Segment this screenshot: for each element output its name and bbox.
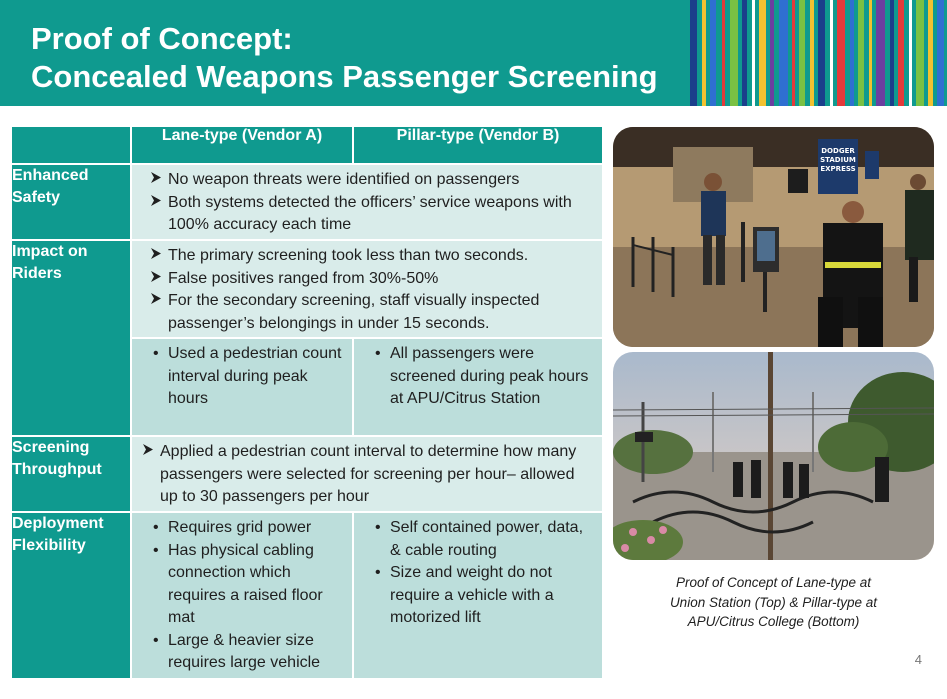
header-corner [11,126,131,164]
table-header-row [11,126,603,164]
caption-line-1: Proof of Concept of Lane-type at [675,575,872,590]
header-vendor-b: Pillar-type (Vendor B) [353,126,603,164]
impact-item-3: For the secondary screening, staff visually inspected passenger’s belongings in under 15 seconds. [168,292,540,332]
impact-vendor-b-list [362,343,594,411]
row-label-line: Impact on [12,243,88,260]
slide-title [31,20,658,96]
row-label-impact-on-riders [11,240,131,436]
dot-bullet-icon: • [153,519,159,536]
arrow-bullet-icon [150,268,164,291]
apu-citrus-photo [613,352,934,560]
arrow-bullet-icon [150,290,164,313]
list-item [140,540,344,630]
row-label-line: Enhanced [12,167,89,184]
row-label-deployment-flexibility [11,512,131,679]
impact-item-2: False positives ranged from 30%-50% [168,269,439,287]
title-banner [0,0,947,106]
list-item [140,630,344,675]
dot-bullet-icon: • [375,564,381,581]
sign-line-2: STADIUM [820,156,856,164]
safety-item-1: No weapon threats were identified on passengers [168,171,520,188]
list-item [362,343,594,411]
row-deployment-flexibility [11,512,603,679]
list-item [140,192,594,237]
safety-item-2: Both systems detected the officers’ service weapons with 100% accuracy each time [168,193,572,233]
dot-bullet-icon: • [375,519,381,536]
list-item [140,517,344,540]
row-label-line: Flexibility [12,537,86,554]
impact-vendor-b-cell [353,338,603,436]
deployment-vendor-a-item-2: Has physical cabling connection which requires a raised floor mat [168,541,323,626]
list-item [362,562,594,630]
list-item [132,441,594,509]
photo-caption [613,573,934,632]
impact-vendor-b-item-1: All passengers were screened during peak hours at APU/Citrus Station [390,345,589,407]
dot-bullet-icon: • [153,541,159,559]
throughput-item-1: Applied a pedestrian count interval to determine how many passengers were selected for screening per hour– allowed up to 30 passengers per hour [160,443,577,505]
row-label-line: Screening [12,439,90,456]
union-station-photo [613,127,934,347]
impact-shared-cell [131,240,603,338]
deployment-vendor-a-list [140,517,344,675]
dot-bullet-icon: • [153,631,159,649]
header-vendor-a: Lane-type (Vendor A) [131,126,353,164]
impact-vendor-a-list [140,343,344,411]
page-number: 4 [914,652,922,667]
sign-line-1: DODGER [821,147,855,155]
row-label-line: Throughput [12,461,102,478]
row-label-line: Safety [12,189,61,206]
row-impact-shared [11,240,603,338]
deployment-vendor-b-item-2: Size and weight do not require a vehicle with a motorized lift [390,564,554,626]
safety-shared-cell [131,164,603,240]
arrow-bullet-icon [142,441,156,464]
caption-line-2: Union Station (Top) & Pillar-type at [669,594,878,610]
comparison-table [10,125,604,680]
union-station-photo-drawing [613,127,934,347]
deployment-vendor-b-cell [353,512,603,679]
impact-item-1: The primary screening took less than two seconds. [168,247,529,264]
slide-title-line-1: Proof of Concept: [31,21,293,56]
list-item [362,517,594,562]
list-item [140,290,594,335]
arrow-bullet-icon [150,245,164,268]
row-label-line: Riders [12,265,62,282]
slide-title-line-2: Concealed Weapons Passenger Screening [31,59,658,94]
row-label-enhanced-safety [11,164,131,240]
list-item [140,343,344,411]
list-item [140,169,594,192]
deployment-vendor-a-item-3: Large & heavier size requires large vehicle [168,631,321,671]
deployment-vendor-a-cell [131,512,353,679]
deployment-vendor-b-item-1: Self contained power, data, & cable routing [390,519,584,559]
list-item [140,245,594,268]
deployment-vendor-b-list [362,517,594,630]
row-label-line: Deployment [12,515,104,532]
row-enhanced-safety [11,164,603,240]
impact-vendor-a-item-1: Used a pedestrian count interval during peak hours [168,345,342,407]
arrow-bullet-icon [150,192,164,215]
dot-bullet-icon: • [153,345,159,362]
row-screening-throughput [11,436,603,512]
deployment-vendor-a-item-1: Requires grid power [168,519,312,536]
arrow-bullet-icon [150,169,164,192]
impact-vendor-a-cell [131,338,353,436]
impact-shared-list [140,245,594,335]
apu-citrus-photo-drawing [613,352,934,560]
caption-line-3: APU/Citrus College (Bottom) [687,614,860,629]
throughput-list [132,441,594,509]
row-label-screening-throughput [11,436,131,512]
list-item [140,268,594,291]
sign-line-3: EXPRESS [820,165,856,173]
dot-bullet-icon: • [375,345,381,362]
decorative-stripes [680,0,947,106]
throughput-shared-cell [131,436,603,512]
safety-list [140,169,594,237]
